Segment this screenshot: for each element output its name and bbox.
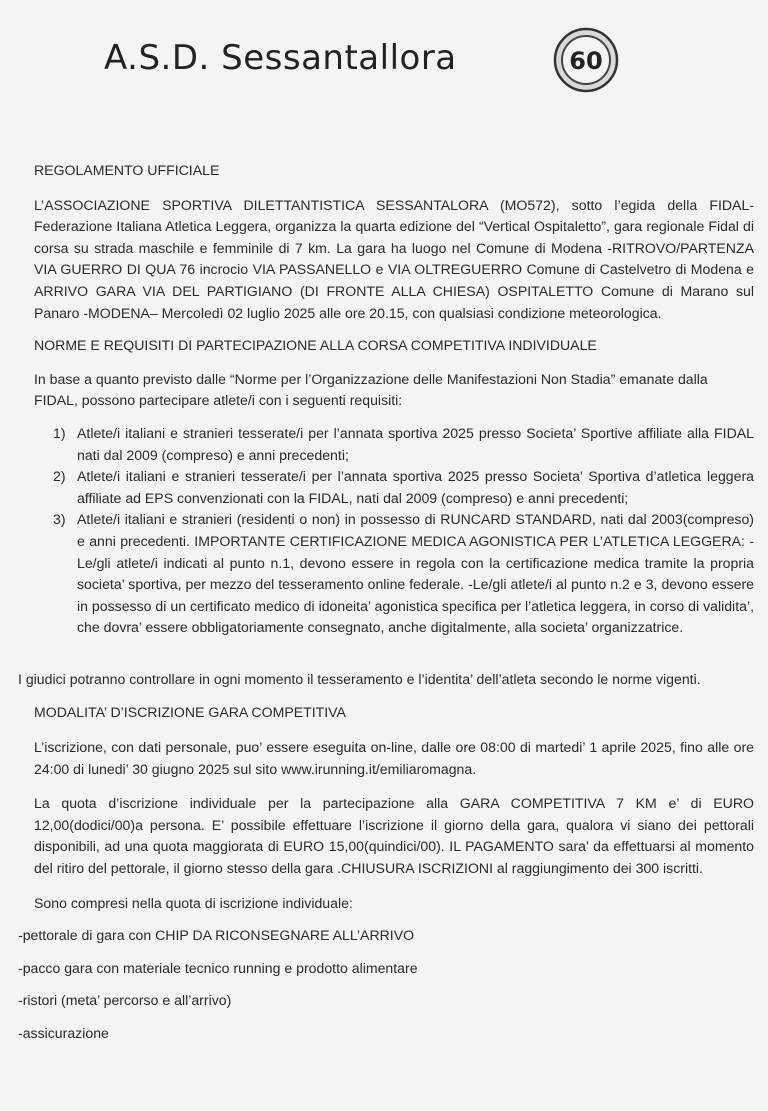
- compresi-heading: Sono compresi nella quota di iscrizione individuale:: [34, 894, 353, 911]
- list-item: [18, 466, 754, 509]
- requisiti-list: [18, 423, 754, 639]
- quota-paragraph: La quota d’iscrizione individuale per la partecipazione alla GARA COMPETITIVA 7 KM e’ di EURO 12,00(dodici/00)a persona. E’ possibile effettuare l’iscrizione il giorno della gara, qualora vi siano dei pettorali disponibili, ad una quota maggiorata di EURO 15,00(quindici/00). IL PAGAMENTO sara’ da effettuarsi al momento del ritiro del pettorale, il giorno stesso della gara .CHIUSURA ISCRIZIONI al raggiungimento dei 300 iscritti.: [34, 795, 754, 877]
- list-item-number: 2): [53, 468, 66, 485]
- list-item-text: Atlete/i italiani e stranieri tesserate/i per l’annata sportiva 2025 presso Societa’ Sportive affiliate alla FIDAL nati dal 2009 (compreso) e anni precedenti;: [77, 424, 754, 463]
- list-item: -pettorale di gara con CHIP DA RICONSEGNARE ALL’ARRIVO: [18, 927, 415, 944]
- compresi-list: [18, 925, 754, 1044]
- modalita-heading: MODALITA’ D’ISCRIZIONE GARA COMPETITIVA: [34, 704, 346, 721]
- logo-number: 60: [569, 47, 603, 75]
- list-item: [18, 509, 754, 639]
- sessantallora-60-logo: [552, 26, 620, 94]
- list-item-text: Atlete/i italiani e stranieri (residenti o non) in possesso di RUNCARD STANDARD, nati dal 2003(compreso) e anni precedenti. IMPORTANTE CERTIFICAZIONE MEDICA AGONISTICA PER L’ATLETICA LEGGERA: -Le/gli atlete/i indicati al punto n.1, devono essere in regola con la certificazione medica tramite la propria societa’ sportiva, per mezzo del tesseramento online federale. -Le/gli atlete/i al punto n.2 e 3, devono essere in possesso di un certificato medico di idoneita’ agonistica specifica per l’atletica leggera, in corso di validita’, che dovra’ essere obbligatoriamente consegnato, anche digitalmente, alla societa’ organizzatrice.: [77, 511, 754, 636]
- norme-heading: NORME E REQUISITI DI PARTECIPAZIONE ALLA CORSA COMPETITIVA INDIVIDUALE: [34, 337, 597, 354]
- list-item: -ristori (meta’ percorso e all’arrivo): [18, 992, 232, 1009]
- club-title: A.S.D. Sessantallora: [104, 38, 457, 78]
- intro-paragraph: L’ASSOCIAZIONE SPORTIVA DILETTANTISTICA SESSANTALORA (MO572), sotto l’egida della FIDAL-Federazione Italiana Atletica Leggera, organizza la quarta edizione del “Vertical Ospitaletto”, gara regionale Fidal di corsa su strada maschile e femminile di 7 km. La gara ha luogo nel Comune di Modena -RITROVO/PARTENZA VIA GUERRO DI QUA 76 incrocio VIA PASSANELLO e VIA OLTREGUERRO Comune di Castelvetro di Modena e ARRIVO GARA VIA DEL PARTIGIANO (DI FRONTE ALLA CHIESA) OSPITALETTO Comune di Marano sul Panaro -MODENA– Mercoledì 02 luglio 2025 alle ore 20.15, con qualsiasi condizione meteorologica.: [34, 196, 754, 321]
- list-item: -pacco gara con materiale tecnico running e prodotto alimentare: [18, 959, 418, 976]
- list-item-text: Atlete/i italiani e stranieri tesserate/i per l’annata sportiva 2025 presso Societa’ Sportiva d’atletica leggera affiliate ad EPS convenzionati con la FIDAL, nati dal 2009 (compreso) e anni precedenti;: [77, 468, 754, 506]
- list-item: [18, 423, 754, 466]
- regolamento-heading: REGOLAMENTO UFFICIALE: [34, 162, 220, 178]
- list-item-number: 3): [53, 511, 66, 528]
- document-header: [104, 26, 664, 96]
- giudici-paragraph: I giudici potranno controllare in ogni momento il tesseramento e l’identita’ dell’atleta secondo le norme vigenti.: [18, 670, 701, 687]
- list-item-number: 1): [53, 424, 66, 441]
- list-item: -assicurazione: [18, 1025, 109, 1041]
- iscrizione-paragraph: L’iscrizione, con dati personale, puo’ essere eseguita on-line, dalle ore 08:00 di martedi’ 1 aprile 2025, fino alle ore 24:00 di lunedi’ 30 giugno 2025 sul sito www.irunning.it/emiliaromagna.: [34, 739, 754, 777]
- regulation-body: [18, 160, 754, 1045]
- norme-intro: In base a quanto previsto dalle “Norme per l’Organizzazione delle Manifestazioni Non Stadia” emanate dalla FIDAL, possono partecipare atlete/i con i seguenti requisiti:: [34, 370, 708, 409]
